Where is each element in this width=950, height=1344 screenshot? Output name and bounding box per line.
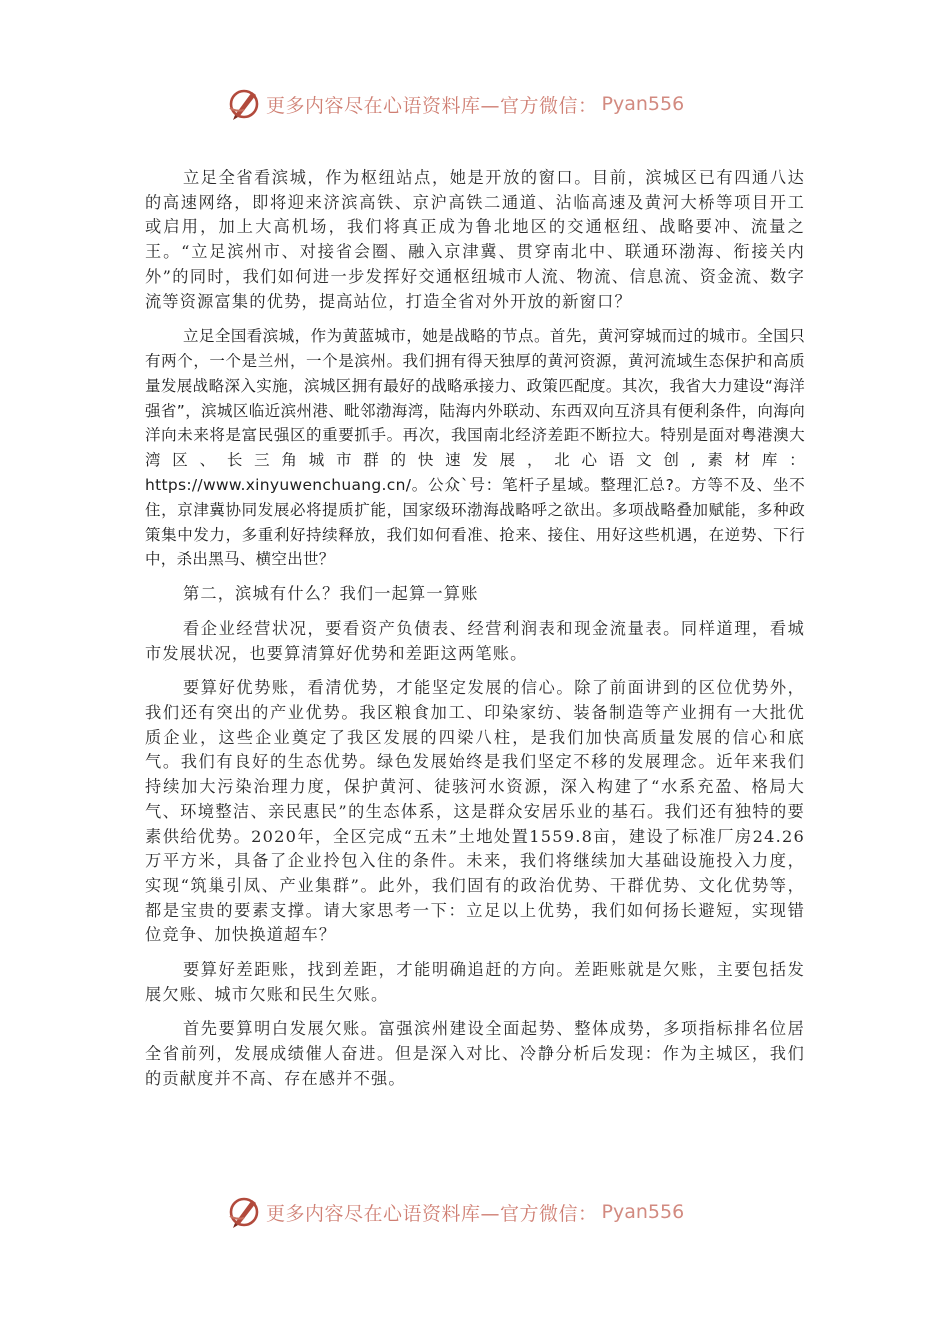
section-heading: 第二，滨城有什么？我们一起算一算账	[183, 584, 479, 604]
paragraph: 首先要算明白发展欠账。富强滨州建设全面起势、整体成势，多项指标排名位居全省前列，发展成绩催人奋进。但是深入对比、冷静分析后发现：作为主城区，我们的贡献度并不高、存在感并不强。	[145, 1019, 805, 1088]
wechat-id: Pyan556	[601, 1201, 685, 1223]
paragraph: 要算好优势账，看清优势，才能坚定发展的信心。除了前面讲到的区位优势外，我们还有突出的产业优势。我区粮食加工、印染家纺、装备制造等产业拥有一大批优质企业，这些企业奠定了我区发展的四梁八柱，是我们加快高质量发展的信心和底气。我们有良好的生态优势。绿色发展始终是我们坚定不移的发展理念。近年来我们持续加大污染治理力度，保护黄河、徒骇河水资源，深入构建了“水系充盈、格局大气、环境整洁、亲民惠民”的生态体系，这是群众安居乐业的基石。我们还有独特的要素供给优势。2020年，全区完成“五未”土地处置1559.8亩，建设了标准厂房24.26万平方米，具备了企业拎包入住的条件。未来，我们将继续加大基础设施投入力度，实现“筑巢引凤、产业集群”。此外，我们固有的政治优势、干群优势、文化优势等，都是宝贵的要素支撑。请大家思考一下：立足以上优势，我们如何扬长避短，实现错位竞争、加快换道超车？	[145, 678, 805, 945]
pen-logo-icon	[226, 86, 262, 122]
document-body	[145, 166, 805, 1102]
paragraph: 看企业经营状况，要看资产负债表、经营利润表和现金流量表。同样道理，看城市发展状况，也要算清算好优势和差距这两笔账。	[145, 618, 805, 663]
pen-logo-icon	[226, 1194, 262, 1230]
banner-text: 更多内容尽在心语资料库—官方微信：	[266, 1202, 598, 1225]
paragraph: 要算好差距账，找到差距，才能明确追赶的方向。差距账就是欠账，主要包括发展欠账、城市欠账和民生欠账。	[145, 960, 805, 1004]
paragraph: 立足全国看滨城，作为黄蓝城市，她是战略的节点。首先，黄河穿城而过的城市。全国只有两个，一个是兰州，一个是滨州。我们拥有得天独厚的黄河资源，黄河流域生态保护和高质量发展战略深入实施，滨城区拥有最好的战略承接力、政策匹配度。其次，我省大力建设“海洋强省”，滨城区临近滨州港、毗邻渤海湾，陆海内外联动、东西双向互济具有便利条件，向海向洋向未来将是富民强区的重要抓手。再次，我国南北经济差距不断拉大。特别是面对粤港澳大湾区、长三角城市群的快速发展，北心语文创,素材库：https://www.xinyuwenchuang.cn/。公众`号：笔杆子星域。整理汇总?。方等不及、坐不住，京津冀协同发展必将提质扩能，国家级环渤海战略呼之欲出。多项战略叠加赋能，多种政策集中发力，多重利好持续释放，我们如何看准、抢来、接住、用好这些机遇，在逆势、下行中，杀出黑马、横空出世？	[145, 327, 805, 569]
footer-banner	[0, 1192, 950, 1232]
header-banner	[0, 84, 950, 124]
wechat-id: Pyan556	[601, 93, 685, 115]
banner-text: 更多内容尽在心语资料库—官方微信：	[266, 94, 598, 117]
paragraph: 立足全省看滨城，作为枢纽站点，她是开放的窗口。目前，滨城区已有四通八达的高速网络，即将迎来济滨高铁、京沪高铁二通道、沾临高速及黄河大桥等项目开工或启用，加上大高机场，我们将真正成为鲁北地区的交通枢纽、战略要冲、流量之王。“立足滨州市、对接省会圈、融入京津冀、贯穿南北中、联通环渤海、衔接关内外”的同时，我们如何进一步发挥好交通枢纽城市人流、物流、信息流、资金流、数字流等资源富集的优势，提高站位，打造全省对外开放的新窗口？	[145, 168, 805, 311]
